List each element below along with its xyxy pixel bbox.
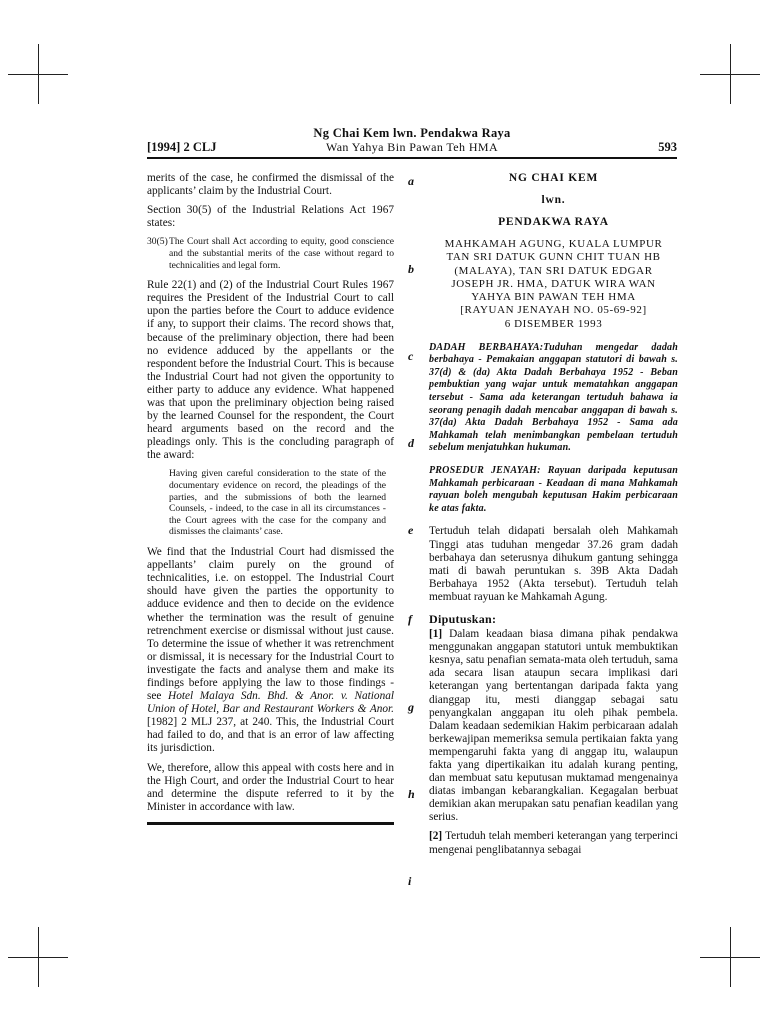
- court-line: TAN SRI DATUK GUNN CHIT TUAN HB: [446, 251, 661, 264]
- held-number: [2]: [429, 830, 443, 843]
- court-line: YAHYA BIN PAWAN TEH HMA: [471, 291, 636, 304]
- judge-running-title: Wan Yahya Bin Pawan Teh HMA: [325, 140, 499, 154]
- headnote-text: Rayuan daripada keputusan Mahkamah perbicaraan - Keadaan di mana Mahkamah rayuan boleh mengubah keputusan Hakim perbicaraan ke atas fakta.: [429, 465, 678, 514]
- crop-mark: [38, 927, 39, 987]
- paragraph-text: We find that the Industrial Court had dismissed the appellants’ claim purely on the ground of technicalities, i.e. on estoppel. The Industrial Court should have given the parties the opportunity to adduce evidence and then to decide on the evidence whether the termination was the result of genuine retrenchment exercise or dismissal without just cause. To determine the issue of whether it was retrenchment or dismissal, it is necessary for the Industrial Court to investigate the facts and analyse them and make its findings before applying the law to those findings - see: [147, 546, 394, 703]
- margin-letter: a: [408, 174, 414, 188]
- headnote-text: Tuduhan mengedar dadah berbahaya - Pemakaian anggapan statutori di bawah s. 37(d) & (da) Akta Dadah Berbahaya 1952 - Beban pembuktian yang wajar untuk mematahkan anggapan tersebut - Sama ada keterangan tertuduh bahawa ia seorang penagih dadah mencabar anggapan di bawah s. 37(da) Akta Dadah Berbahaya 1952 - Sama ada Mahkamah telah menimbangkan pembelaan tertuduh sebelum menjatuhkan hukuman.: [429, 341, 678, 454]
- margin-letter: d: [408, 436, 414, 450]
- court-line: MAHKAMAH AGUNG, KUALA LUMPUR: [444, 238, 663, 251]
- margin-letter: c: [408, 349, 414, 363]
- facts-paragraph: Tertuduh telah didapati bersalah oleh Mahkamah Tinggi atas tuduhan mengedar 37.26 gram dadah berbahaya dan seterusnya dihukum gantung sehingga mati di bawah peruntukan s. 39B Akta Dadah Berbahaya 1952 (Akta tersebut). Tertuduh telah membuat rayuan ke Mahkamah Agung.: [429, 525, 678, 603]
- held-heading: Diputuskan:: [429, 611, 497, 626]
- paragraph-text: [1982] 2 MLJ 237, at 240. This, the Industrial Court had failed to do, and that is an error of law affecting its jurisdiction.: [147, 716, 394, 755]
- case-running-title: Ng Chai Kem lwn. Pendakwa Raya: [313, 126, 511, 140]
- statute-text: The Court shall Act according to equity, good conscience and the substantial merits of the case without regard to technicalities and legal form.: [169, 236, 394, 271]
- party-name: NG CHAI KEM: [508, 172, 599, 184]
- award-quote: Having given careful consideration to the state of the documentary evidence on record, the pleadings of the parties, and the submissions of both the learned Counsels, - indeed, to the case in all its circumstances - the Court agrees with the case for the company and dismisses the claimants’ case.: [169, 468, 386, 538]
- headnote-subject: DADAH BERBAHAYA:: [429, 341, 544, 353]
- party-name: PENDAKWA RAYA: [498, 216, 609, 229]
- held-text: Tertuduh telah memberi keterangan yang terperinci mengenai penglibatannya sebagai: [429, 830, 678, 856]
- crop-mark: [38, 44, 39, 104]
- judgment-end-rule: [147, 822, 394, 825]
- court-details: [429, 238, 678, 330]
- court-line: JOSEPH JR. HMA, DATUK WIRA WAN: [451, 277, 656, 290]
- held-paragraph: [429, 830, 678, 856]
- margin-letter: i: [408, 874, 412, 888]
- held-paragraph: [429, 628, 678, 824]
- right-column: [429, 172, 678, 863]
- paragraph: [147, 546, 394, 756]
- court-line: [RAYUAN JENAYAH NO. 05-69-92]: [460, 304, 647, 317]
- crop-mark: [730, 44, 731, 104]
- statute-section-number: 30(5): [147, 236, 168, 248]
- held-text: Dalam keadaan biasa dimana pihak pendakwa menggunakan anggapan statutori untuk membuktikan kesnya, satu penafian semata-mata oleh tertuduh, sama ada secara lisan ataupun secara implikasi dari keterangan yang bertentangan daripada fakta yang dianggap itu, mesti dianggap sebagai satu penyangkalan anggapan itu oleh pihak pembela. Dalam keadaan sedemikian Hakim perbicaraan adalah berkewajipan memeriksa semula pertikaian fakta yang mempengaruhi fakta yang di anggap itu, walaupun fakta yang dipertikaikan itu adalah kurang penting, dan membuat satu keputusan muktamad mengenainya diatas imbangan kebarangkalian. Kegagalan berbuat demikian akan merupakan satu penafian keadilan yang serius.: [429, 628, 678, 824]
- margin-letter: h: [408, 787, 415, 801]
- statute-quote: [147, 236, 394, 271]
- crop-mark: [730, 927, 731, 987]
- margin-letter: f: [408, 612, 412, 626]
- headnote-catchwords: [429, 342, 678, 455]
- margin-letter: b: [408, 262, 414, 276]
- headnote-catchwords: [429, 465, 678, 515]
- paragraph: We, therefore, allow this appeal with costs here and in the High Court, and order the Industrial Court to hear and determine the dispute referred to it by the Minister in accordance with law.: [147, 761, 394, 813]
- page-number: 593: [658, 140, 677, 154]
- running-header: [147, 126, 677, 158]
- header-rule: [147, 157, 677, 159]
- court-line: 6 DISEMBER 1993: [504, 317, 603, 330]
- margin-letter: g: [408, 700, 414, 714]
- court-line: (MALAYA), TAN SRI DATUK EDGAR: [454, 264, 653, 277]
- headnote-subject: PROSEDUR JENAYAH:: [429, 465, 541, 477]
- law-report-citation: [1994] 2 CLJ: [147, 140, 217, 154]
- versus-label: lwn.: [541, 194, 566, 207]
- left-column: [147, 172, 394, 825]
- paragraph: Rule 22(1) and (2) of the Industrial Court Rules 1967 requires the President of the Industrial Court to call upon the parties before the Court to adduce evidence if any, to support their claims. The record shows that, because of the preliminary objection, there had been no evidence adduced by the appellants or the respondent before the Industrial Court. This is because the Industrial Court had not given the opportunity to either party to adduce any evidence. What happened was that upon the preliminary objection being raised by the learned Counsel for the respondent, the Court heard arguments based on the record and the pleadings only. This is the concluding paragraph of the award:: [147, 279, 395, 462]
- paragraph: Section 30(5) of the Industrial Relations Act 1967 states:: [147, 204, 394, 230]
- held-number: [1]: [429, 628, 443, 641]
- case-citation: Hotel Malaya Sdn. Bhd. & Anor. v. National Union of Hotel, Bar and Restaurant Workers & Anor.: [147, 690, 395, 716]
- margin-letter: e: [408, 523, 414, 537]
- paragraph: merits of the case, he confirmed the dismissal of the applicants’ claim by the Industrial Court.: [147, 172, 394, 198]
